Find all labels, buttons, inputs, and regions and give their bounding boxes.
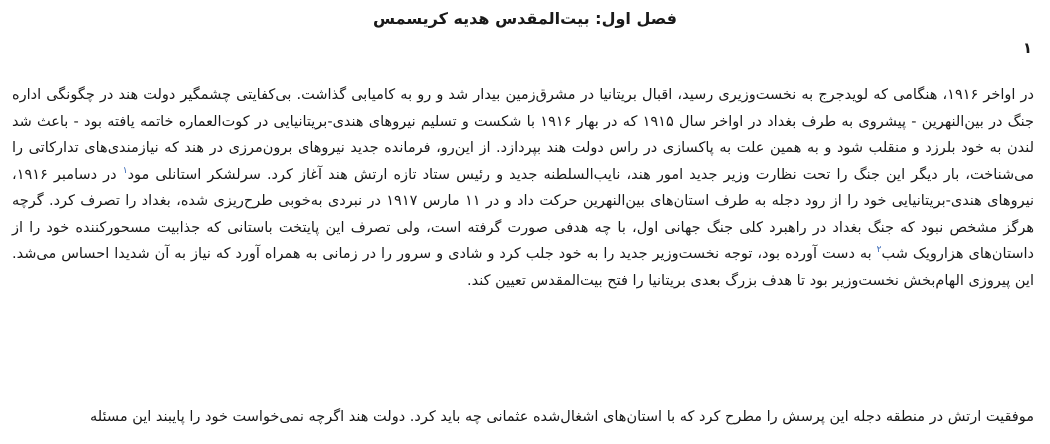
body-paragraph-1 [12, 82, 1034, 294]
paragraph-2-text: موفقیت ارتش در منطقه دجله این پرسش را مطرح کرد که با استان‌های اشغال‌شده عثمانی چه باید کرد. دولت هند اگرچه نمی‌خواست خود را پایبند این مسئله [89, 409, 1034, 425]
section-number: ۱ [1022, 39, 1032, 57]
footnote-marker-1[interactable]: ۱ [122, 165, 128, 176]
footnote-marker-2[interactable]: ۲ [876, 245, 882, 256]
body-paragraph-2 [12, 404, 1034, 431]
chapter-title: فصل اول: بیت‌المقدس هدیه کریسمس [373, 9, 677, 28]
paragraph-1-text-c: به دست آورده بود، توجه نخست‌وزیر جدید را به خود جلب کرد و شادی و سرور را در زمانی به همراه آورد که نیاز به آن شدیدا احساس می‌شد. این پیروزی الهام‌بخش نخست‌وزیر بود تا هدف بزرگ بعدی بریتانیا را فتح بیت‌المقدس تعیین کند. [12, 246, 1034, 289]
paragraph-1-text-a: در اواخر ۱۹۱۶، هنگامی که لویدجرج به نخست‌وزیری رسید، اقبال بریتانیا در مشرق‌زمین بیدار شد و رو به کامیابی گذاشت. بی‌کفایتی چشمگیر دولت هند در چگونگی اداره جنگ در بین‌النهرین - پیشروی به طرف بغداد در اواخر سال ۱۹۱۵ که در بهار ۱۹۱۶ با شکست و تسلیم نیروهای هندی-بریتانیایی در کوت‌العماره خاتمه یافته بود - باعث شد لندن به خود بلرزد و منقلب شود و به همین علت به پاکسازی در راس دولت هند بپردازد. از این‌رو، فرمانده جدید نیروهای برون‌مرزی در هند که نیازمندی‌های تدارکاتی را می‌شناخت، بار دیگر این جنگ را تحت نظارت وزیر جدید امور هند، نایب‌السلطنه جدید و رئیس ستاد تازه ارتش هند آغاز کرد. سرلشکر استانلی مود [12, 87, 1034, 183]
paragraph-1-text-b: در دسامبر ۱۹۱۶، نیروهای هندی-بریتانیایی خود را از رود دجله به طرف استان‌های بین‌النهرین حرکت داد و در ۱۱ مارس ۱۹۱۷ در نبردی به‌خوبی طرح‌ریزی شده، بغداد را تصرف کرد. گرچه هرگز مشخص نبود که جنگ بغداد در راهبرد کلی جنگ جهانی اول، با چه هدفی صورت گرفته است، ولی تصرف این پایتخت باستانی که جذابیت مسحورکننده خود را از داستان‌های هزارویک شب [12, 166, 1034, 262]
